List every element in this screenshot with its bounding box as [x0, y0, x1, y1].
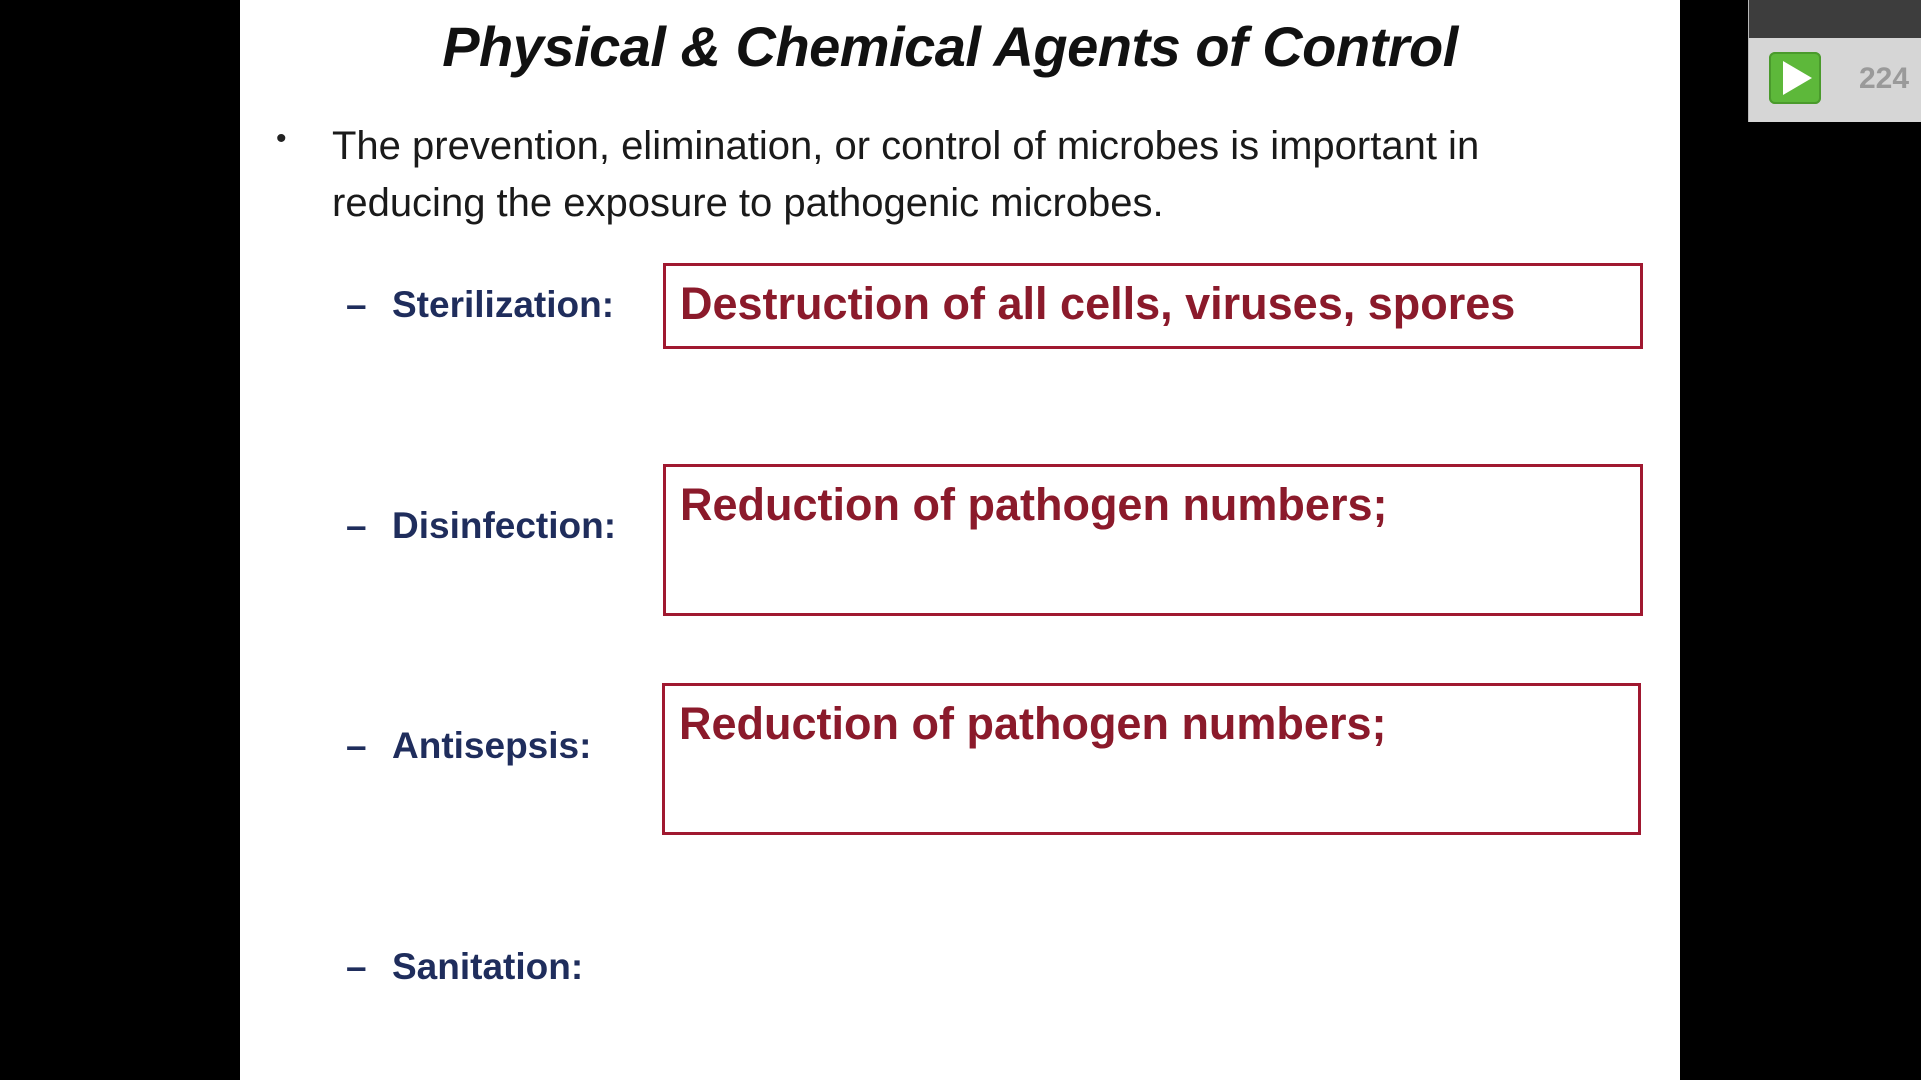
- definition-box-disinfection: [663, 464, 1643, 616]
- bullet-text: The prevention, elimination, or control of microbes is important in reducing the exposure to pathogenic microbes.: [332, 124, 1480, 225]
- term-sanitation: [346, 946, 583, 988]
- term-label: Sterilization:: [392, 284, 615, 325]
- term-label: Antisepsis:: [392, 725, 592, 766]
- term-disinfection: [346, 505, 616, 547]
- term-antisepsis: [346, 725, 591, 767]
- slide-player-widget: [1748, 0, 1921, 122]
- play-icon: [1769, 52, 1821, 104]
- term-dash: –: [346, 284, 367, 325]
- definition-text: Destruction of all cells, viruses, spores: [680, 278, 1516, 329]
- definition-box-sterilization: [663, 263, 1643, 349]
- slide-title: Physical & Chemical Agents of Control: [442, 15, 1458, 78]
- term-label: Sanitation:: [392, 946, 584, 987]
- term-dash: –: [346, 946, 367, 987]
- definition-box-antisepsis: [662, 683, 1641, 835]
- term-dash: –: [346, 725, 367, 766]
- player-top-bar: [1749, 0, 1921, 38]
- term-sterilization: [346, 284, 614, 326]
- definition-text: Reduction of pathogen numbers;: [680, 479, 1388, 530]
- term-label: Disinfection:: [392, 505, 617, 546]
- slide: [240, 0, 1910, 1080]
- bullet-marker: •: [276, 122, 287, 155]
- bullet-point: [276, 118, 1636, 232]
- term-dash: –: [346, 505, 367, 546]
- play-button[interactable]: [1769, 52, 1821, 104]
- slide-number: 224: [1859, 62, 1910, 95]
- definition-text: Reduction of pathogen numbers;: [679, 698, 1387, 749]
